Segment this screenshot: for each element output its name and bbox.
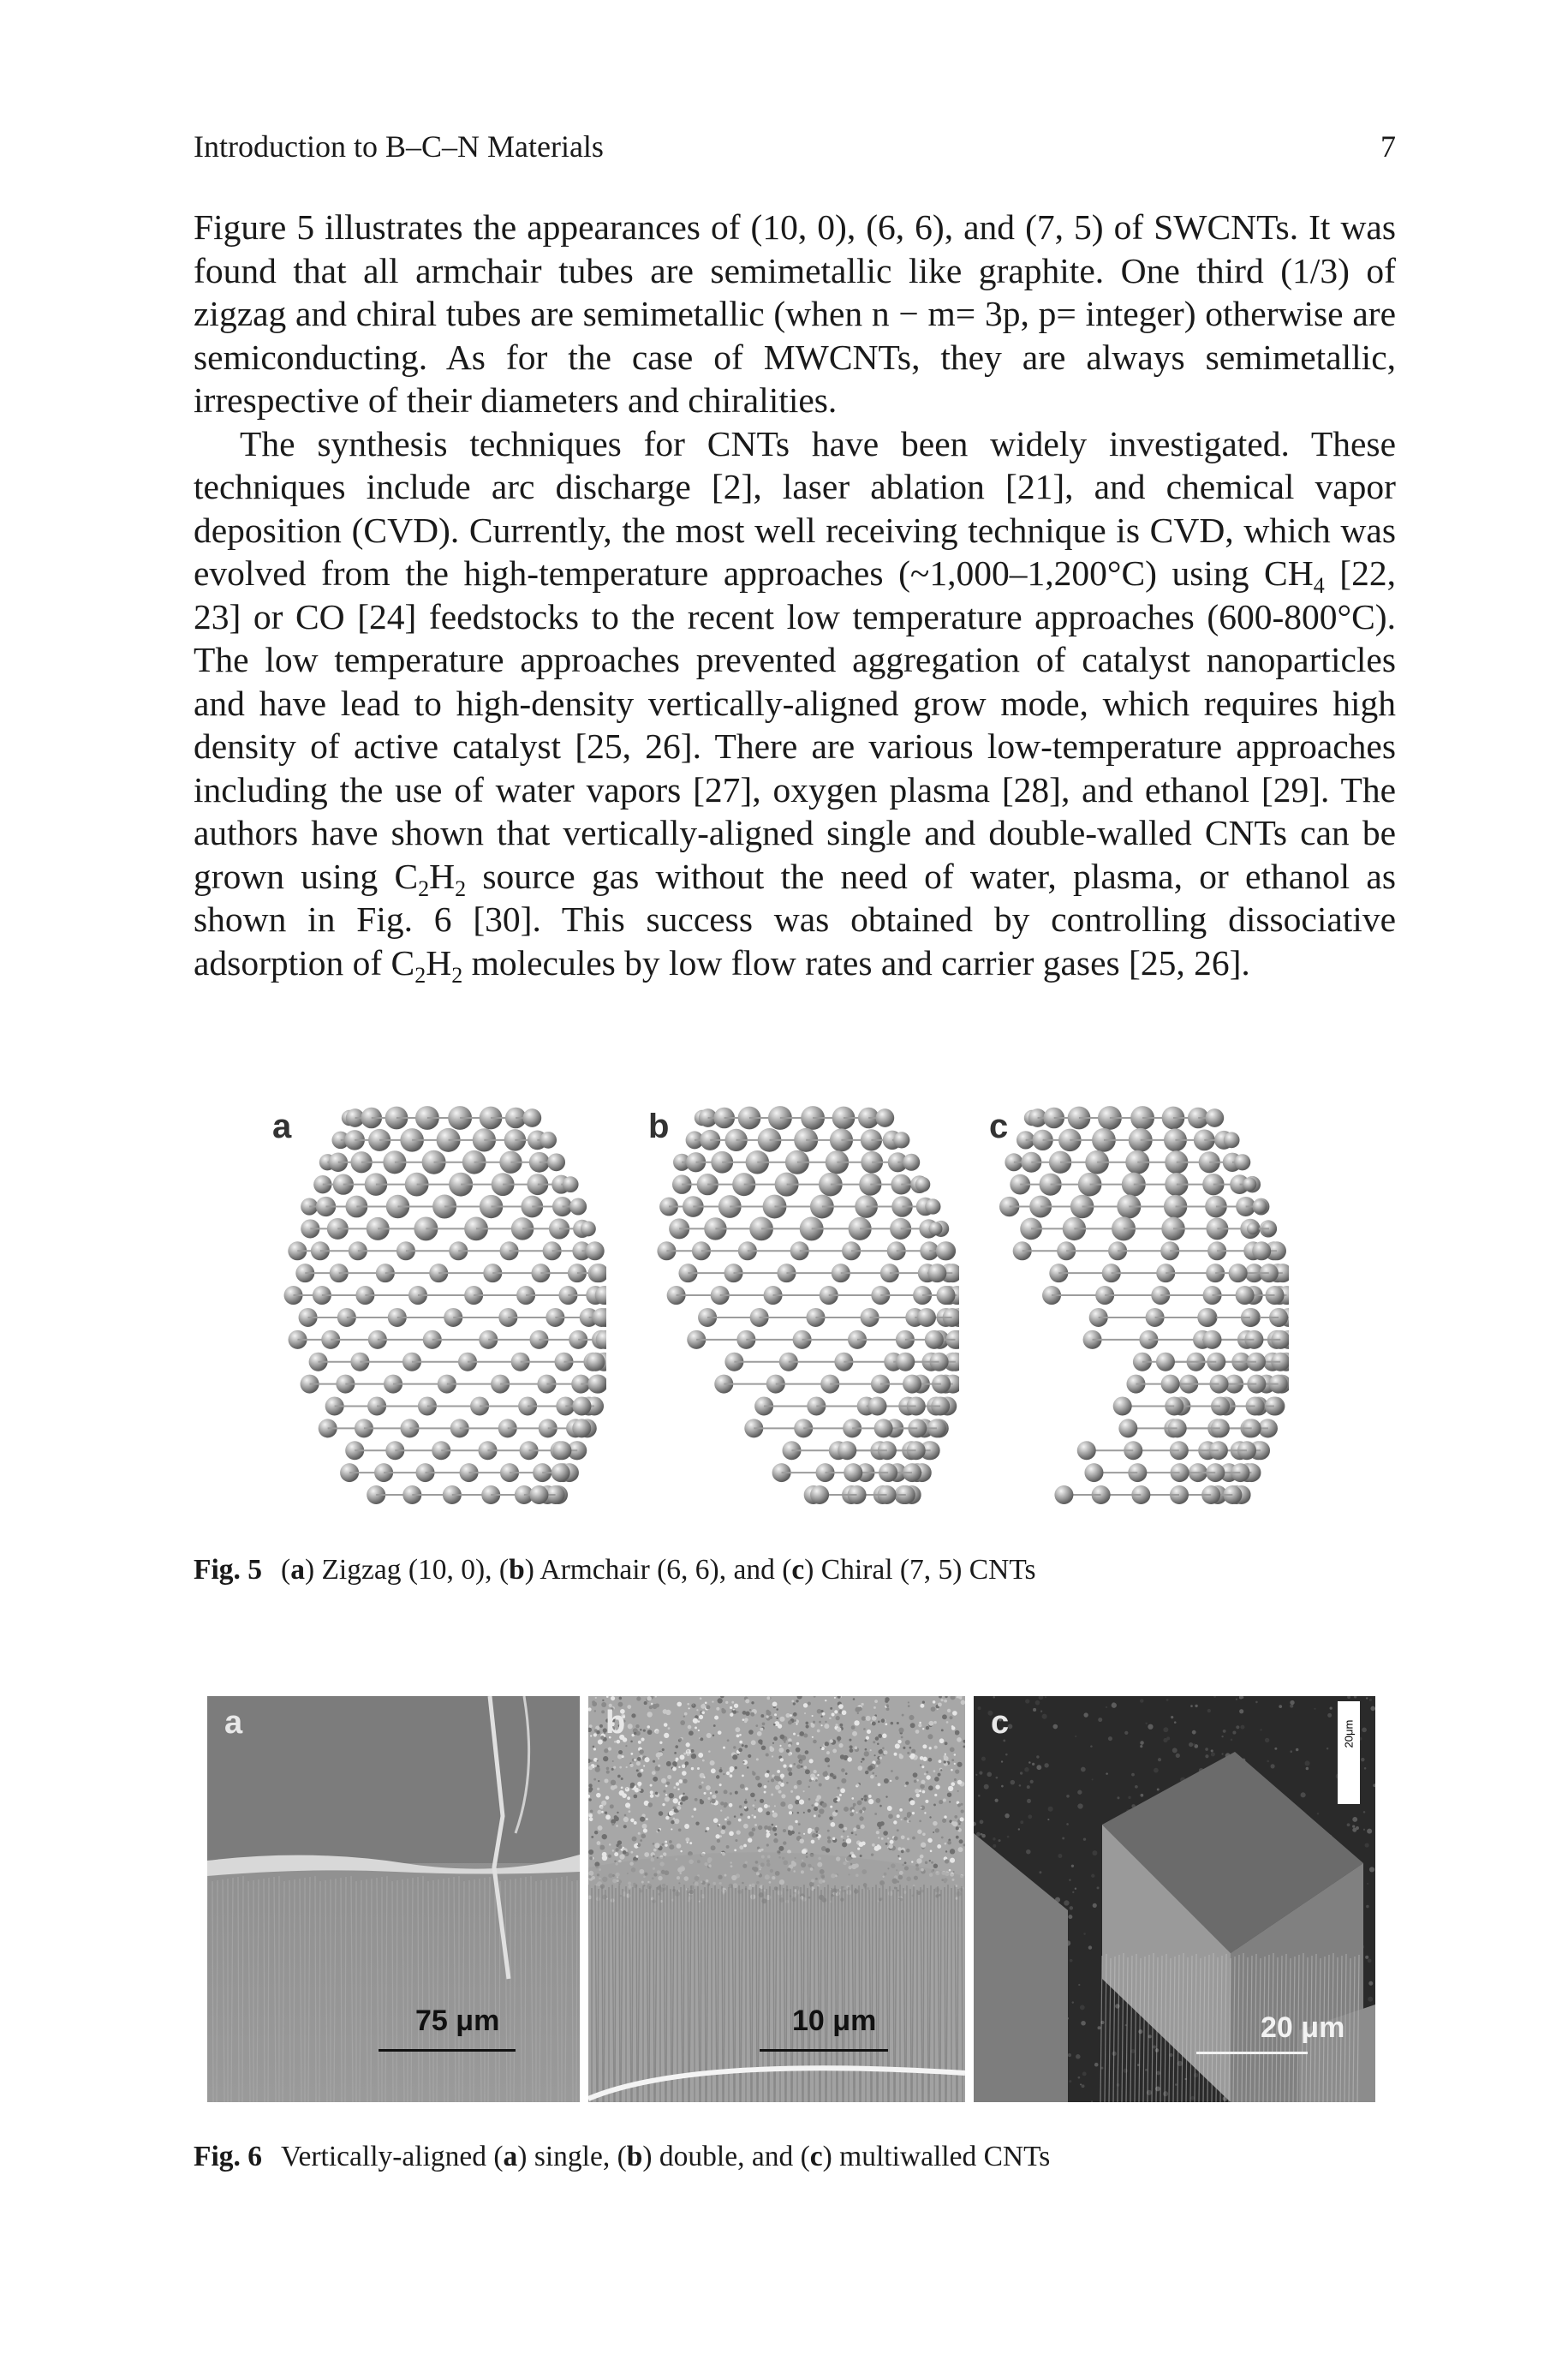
scale-bar-a: 75 μm xyxy=(415,2005,500,2037)
running-title: Introduction to B–C–N Materials xyxy=(194,129,604,164)
fig5-panel-c-label: c xyxy=(989,1108,1009,1145)
figure-6-caption: Fig. 6 Vertically-aligned (a) single, (b) double, and (c) multiwalled CNTs xyxy=(194,2141,1051,2172)
paragraph-2: The synthesis techniques for CNTs have been widely investigated. These techniques include arc discharge [2], laser ablation [21], and chemical vapor deposition (CVD). Currently, the most well receiving technique is CVD, which was evolved from the high-temperature approaches (~1,000–1,200°C) using $CH_4$ [22, 23] or CO [24] feedstocks to the recent low temperature approaches (600-800°C). The low temperature approaches prevented aggregation of catalyst nanoparticles and have lead to high-density vertically-aligned grow mode, which requires high density of active catalyst [25, 26]. There are various low-temperature approaches including the use of water vapors [27], oxygen plasma [28], and ethanol [29]. The authors have shown that vertically-aligned single and double-walled CNTs can be grown using $C_2H_2$ source gas without the need of water, plasma, or ethanol as shown in Fig. 6 [30]. This success was obtained by controlling dissociative adsorption of $C_2H_2$ molecules by low flow rates and carrier gases [25, 26]. xyxy=(194,423,1396,988)
zigzag-nanotube-image xyxy=(281,1101,606,1512)
sem-image-b xyxy=(588,1696,965,2102)
figure-5-caption: Fig. 5 (a) Zigzag (10, 0), (b) Armchair (6, 6), and (c) Chiral (7, 5) CNTs xyxy=(194,1554,1036,1586)
inset-scale-bar: 20μm xyxy=(1338,1701,1360,1804)
figure-6-label: Fig. 6 xyxy=(194,2141,263,2172)
chiral-nanotube-image xyxy=(963,1101,1289,1512)
body-text xyxy=(194,206,1396,988)
paragraph-1: Figure 5 illustrates the appearances of (10, 0), (6, 6), and (7, 5) of SWCNTs. It was found that all armchair tubes are semimetallic like graphite. One third (1/3) of zigzag and chiral tubes are semimetallic (when n − m= 3p, p= integer) otherwise are semiconducting. As for the case of MWCNTs, they are always semimetallic, irrespective of their diameters and chiralities. xyxy=(194,207,1396,420)
scale-bar-c: 20 μm xyxy=(1261,2011,1345,2044)
figure-5 xyxy=(257,1101,1353,1512)
sem-c-label: c xyxy=(991,1705,1010,1741)
sem-image-a xyxy=(207,1696,580,2102)
armchair-nanotube-image xyxy=(634,1101,959,1512)
figure-5-label: Fig. 5 xyxy=(194,1554,263,1586)
sem-a-label: a xyxy=(224,1705,243,1741)
running-head xyxy=(194,128,1396,166)
sem-image-c xyxy=(974,1696,1375,2102)
scale-bar-b: 10 μm xyxy=(792,2005,877,2037)
sem-b-label: b xyxy=(605,1705,626,1741)
page-number: 7 xyxy=(1380,129,1396,164)
fig5-panel-b-label: b xyxy=(648,1108,670,1145)
fig5-panel-a-label: a xyxy=(272,1108,292,1145)
figure-6 xyxy=(207,1696,1375,2102)
